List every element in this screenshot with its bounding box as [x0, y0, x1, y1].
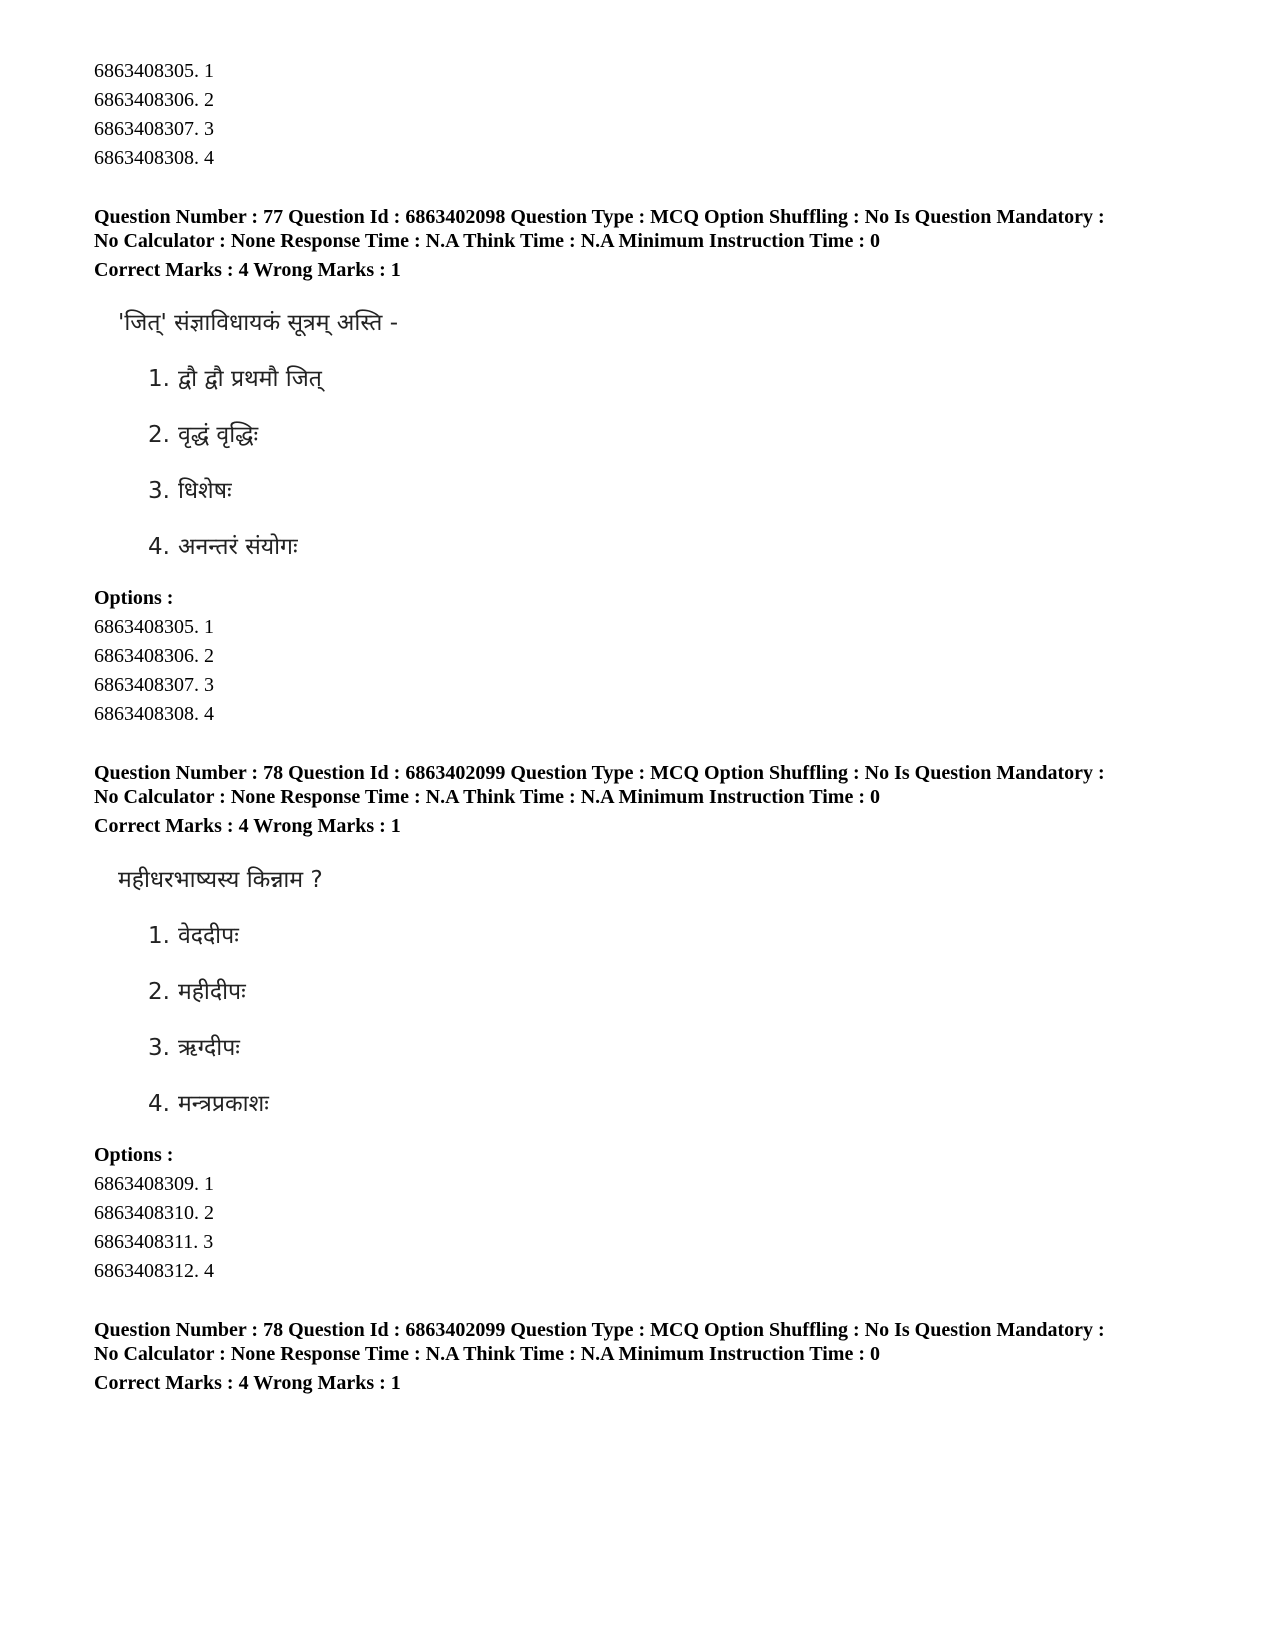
top-options-list — [94, 57, 1214, 173]
question-stem: 'जित्' संज्ञाविधायकं सूत्रम् अस्ति - — [118, 310, 399, 336]
option-line: 6863408306. 2 — [94, 645, 214, 667]
question-78-header — [94, 761, 1214, 841]
option-line: 6863408307. 3 — [94, 674, 214, 696]
choice-item: 2. महीदीपः — [148, 979, 246, 1005]
choice-item: 1. द्वौ द्वौ प्रथमौ जित् — [148, 366, 322, 392]
choice-item: 2. वृद्धं वृद्धिः — [148, 422, 259, 448]
options-label: Options : — [94, 587, 174, 609]
question-header-line: Question Number : 78 Question Id : 6863402099 Question Type : MCQ Option Shuffling : No Is Question Mandatory : — [94, 762, 1105, 784]
option-line: 6863408312. 4 — [94, 1260, 214, 1282]
option-line: 6863408306. 2 — [94, 89, 214, 111]
options-label: Options : — [94, 1144, 174, 1166]
choice-item: 1. वेददीपः — [148, 923, 239, 949]
question-77-header — [94, 205, 1214, 285]
question-77-body — [94, 305, 1214, 575]
option-line: 6863408309. 1 — [94, 1173, 214, 1195]
question-header-line: No Calculator : None Response Time : N.A Think Time : N.A Minimum Instruction Time : 0 — [94, 1343, 880, 1365]
question-78-options — [94, 1141, 1214, 1286]
option-line: 6863408305. 1 — [94, 616, 214, 638]
question-header-line: Question Number : 78 Question Id : 6863402099 Question Type : MCQ Option Shuffling : No Is Question Mandatory : — [94, 1319, 1105, 1341]
question-header-line: No Calculator : None Response Time : N.A Think Time : N.A Minimum Instruction Time : 0 — [94, 786, 880, 808]
question-77-options — [94, 584, 1214, 729]
option-line: 6863408311. 3 — [94, 1231, 214, 1253]
marks-line: Correct Marks : 4 Wrong Marks : 1 — [94, 259, 401, 281]
option-line: 6863408308. 4 — [94, 147, 214, 169]
question-78-body — [94, 862, 1214, 1132]
option-line: 6863408308. 4 — [94, 703, 214, 725]
question-header-line: Question Number : 77 Question Id : 6863402098 Question Type : MCQ Option Shuffling : No Is Question Mandatory : — [94, 206, 1105, 228]
question-stem: महीधरभाष्यस्य किन्नाम ? — [118, 867, 323, 893]
question-header-line: No Calculator : None Response Time : N.A Think Time : N.A Minimum Instruction Time : 0 — [94, 230, 880, 252]
choice-item: 3. धिशेषः — [148, 478, 232, 504]
option-line: 6863408307. 3 — [94, 118, 214, 140]
question-78-repeat-header — [94, 1318, 1214, 1398]
choice-item: 4. मन्त्रप्रकाशः — [148, 1091, 269, 1117]
option-line: 6863408305. 1 — [94, 60, 214, 82]
marks-line: Correct Marks : 4 Wrong Marks : 1 — [94, 815, 401, 837]
option-line: 6863408310. 2 — [94, 1202, 214, 1224]
marks-line: Correct Marks : 4 Wrong Marks : 1 — [94, 1372, 401, 1394]
choice-item: 4. अनन्तरं संयोगः — [148, 534, 298, 560]
choice-item: 3. ऋग्दीपः — [148, 1035, 240, 1061]
